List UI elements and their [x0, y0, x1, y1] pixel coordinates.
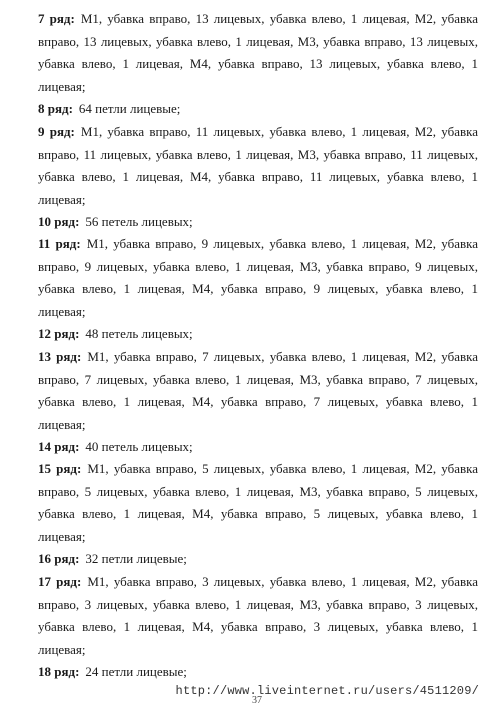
row-12	[38, 323, 478, 346]
row-8	[38, 98, 478, 121]
row-text: М1, убавка вправо, 9 лицевых, убавка влево, 1 лицевая, М2, убавка вправо, 9 лицевых, убавка влево, 1 лицевая, М3, убавка вправо, 9 лицевых, убавка влево, 1 лицевая, М4, убавка вправо, 9 лицевых, убавка влево, 1 лицевая;	[38, 236, 478, 319]
row-15	[38, 458, 478, 548]
row-label: 17 ряд:	[38, 574, 82, 589]
row-label: 18 ряд:	[38, 664, 80, 679]
row-text: 40 петель лицевых;	[85, 439, 193, 454]
row-14	[38, 436, 478, 459]
row-text: 24 петли лицевые;	[85, 664, 187, 679]
row-label: 14 ряд:	[38, 439, 80, 454]
row-label: 13 ряд:	[38, 349, 82, 364]
row-text: М1, убавка вправо, 11 лицевых, убавка влево, 1 лицевая, М2, убавка вправо, 11 лицевых, убавка влево, 1 лицевая, М3, убавка вправо, 11 лицевых, убавка влево, 1 лицевая, М4, убавка вправо, 11 лицевых, убавка влево, 1 лицевая;	[38, 124, 478, 207]
row-label: 16 ряд:	[38, 551, 80, 566]
row-18	[38, 661, 478, 684]
row-label: 12 ряд:	[38, 326, 80, 341]
row-17	[38, 571, 478, 661]
row-text: 64 петли лицевые;	[78, 101, 181, 116]
row-16	[38, 548, 478, 571]
row-label: 15 ряд:	[38, 461, 82, 476]
row-label: 9 ряд:	[38, 124, 75, 139]
row-10	[38, 211, 478, 234]
watermark-url: http://www.liveinternet.ru/users/4511209/	[175, 684, 479, 698]
row-text: М1, убавка вправо, 3 лицевых, убавка влево, 1 лицевая, М2, убавка вправо, 3 лицевых, убавка влево, 1 лицевая, М3, убавка вправо, 3 лицевых, убавка влево, 1 лицевая, М4, убавка вправо, 3 лицевых, убавка влево, 1 лицевая;	[38, 574, 478, 657]
row-text: 32 петли лицевые;	[85, 551, 187, 566]
row-text: 48 петель лицевых;	[85, 326, 193, 341]
row-label: 11 ряд:	[38, 236, 81, 251]
row-label: 8 ряд:	[38, 101, 73, 116]
row-7	[38, 8, 478, 98]
page-number: 37	[252, 695, 262, 706]
row-label: 10 ряд:	[38, 214, 80, 229]
row-text: 56 петель лицевых;	[85, 214, 193, 229]
row-text: М1, убавка вправо, 5 лицевых, убавка влево, 1 лицевая, М2, убавка вправо, 5 лицевых, убавка влево, 1 лицевая, М3, убавка вправо, 5 лицевых, убавка влево, 1 лицевая, М4, убавка вправо, 5 лицевых, убавка влево, 1 лицевая;	[38, 461, 478, 544]
row-9	[38, 121, 478, 211]
row-label: 7 ряд:	[38, 11, 75, 26]
row-text: М1, убавка вправо, 7 лицевых, убавка влево, 1 лицевая, М2, убавка вправо, 7 лицевых, убавка влево, 1 лицевая, М3, убавка вправо, 7 лицевых, убавка влево, 1 лицевая, М4, убавка вправо, 7 лицевых, убавка влево, 1 лицевая;	[38, 349, 478, 432]
row-text: М1, убавка вправо, 13 лицевых, убавка влево, 1 лицевая, М2, убавка вправо, 13 лицевых, убавка влево, 1 лицевая, М3, убавка вправо, 13 лицевых, убавка влево, 1 лицевая, М4, убавка вправо, 13 лицевых, убавка влево, 1 лицевая;	[38, 11, 478, 94]
row-11	[38, 233, 478, 323]
row-13	[38, 346, 478, 436]
